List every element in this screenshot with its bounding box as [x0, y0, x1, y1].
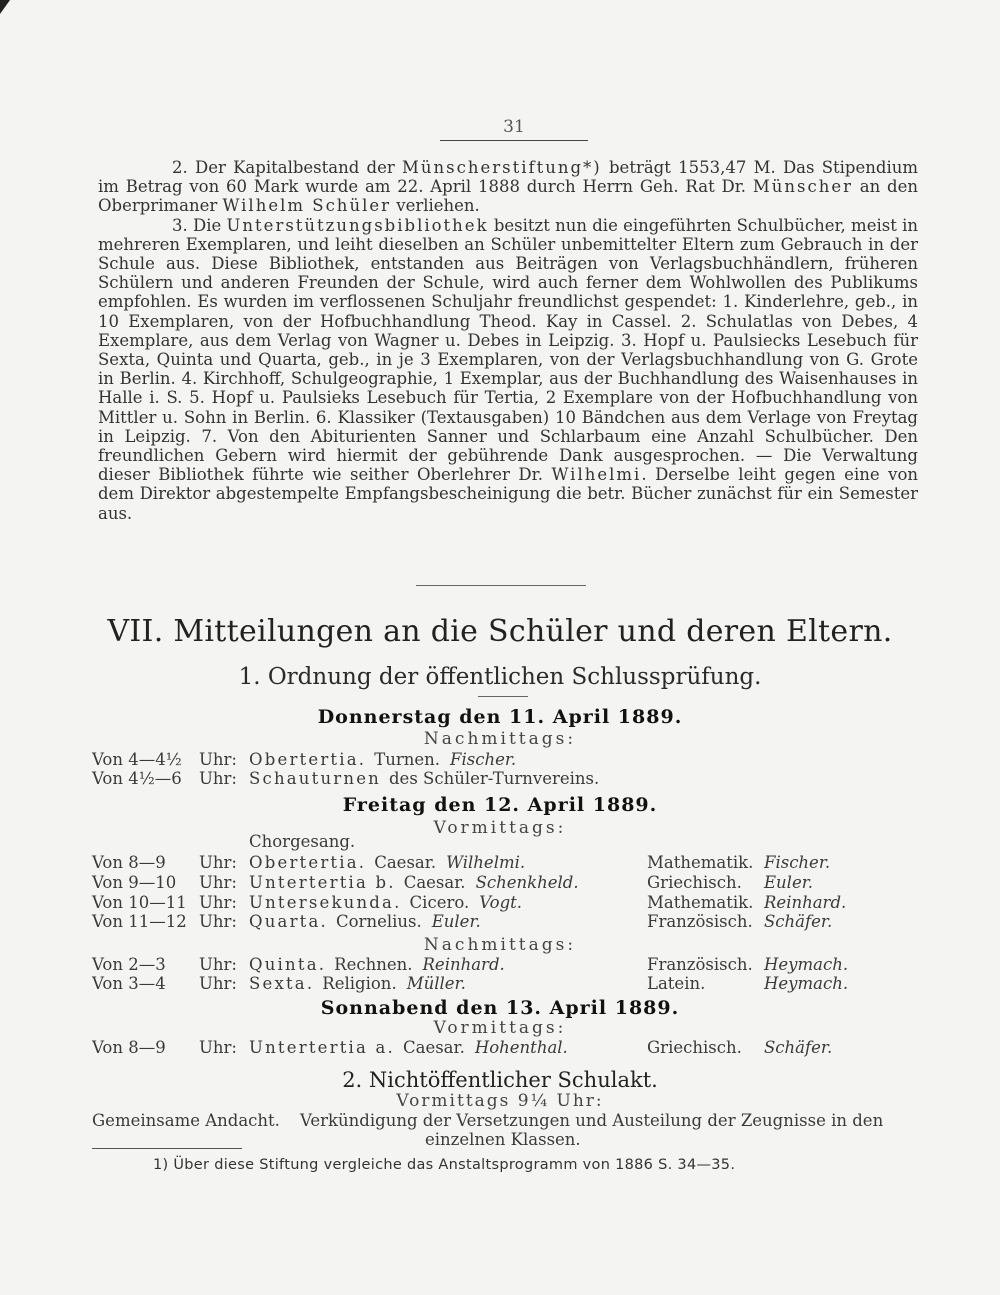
header-rule	[440, 140, 588, 141]
period-label: Vormittags:	[433, 818, 567, 838]
choir-note: Chorgesang.	[249, 832, 356, 851]
period-label: Vormittags:	[433, 1018, 567, 1038]
schedule-row: Von 4½—6 Uhr: Schauturnen des Schüler-Turnvereins.	[92, 769, 600, 788]
schedule-row: Von 8—9 Uhr: Obertertia. Caesar. Wilhelmi. Mathematik. Fischer.	[92, 853, 831, 872]
body-text	[98, 158, 918, 523]
paragraph-2: 2. Der Kapitalbestand der Münscherstiftung*) beträgt 1553,47 M. Das Stipendium im Betrag von 60 Mark wurde am 22. April 1888 durch Herrn Geh. Rat Dr. Münscher an den Oberprimaner Wilhelm Schüler verliehen.	[98, 158, 918, 216]
subtitle-rule	[478, 696, 528, 697]
schulakt-line-cont: einzelnen Klassen.	[425, 1130, 581, 1149]
day-heading-saturday: Sonnabend den 13. April 1889.	[320, 997, 680, 1019]
section-title: VII. Mitteilungen an die Schüler und deren Eltern.	[107, 614, 893, 649]
paragraph-3: 3. Die Unterstützungsbibliothek besitzt nun die eingeführten Schulbücher, meist in mehreren Exemplaren, und leiht dieselben an Schüler unbemittelter Eltern zum Gebrauch in der Schule aus. Diese Bibliothek, entstanden aus Beiträgen von Verlagsbuchhändlern, früheren Schülern und anderen Freunden der Schule, wird auch ferner dem Wohlwollen des Publikums empfohlen. Es wurden im verflossenen Schuljahr freundlichst gespendet: 1. Kinderlehre, geb., in 10 Exemplaren, von der Hofbuchhandlung Theod. Kay in Cassel. 2. Schulatlas von Debes, 4 Exemplare, aus dem Verlag von Wagner u. Debes in Leipzig. 3. Hopf u. Paulsiecks Lesebuch für Sexta, Quinta und Quarta, geb., in je 3 Exemplaren, von der Verlagsbuchhandlung von G. Grote in Berlin. 4. Kirchhoff, Schulgeographie, 1 Exemplar, aus der Buchhandlung des Waisenhauses in Halle i. S. 5. Hopf u. Paulsieks Lesebuch für Tertia, 2 Exemplare von der Hofbuchhandlung von Mittler u. Sohn in Berlin. 6. Klassiker (Textausgaben) 10 Bändchen aus dem Verlage von Freytag in Leipzig. 7. Von den Abiturienten Sanner und Schlarbaum eine Anzahl Schulbücher. Den freundlichen Gebern wird hiermit der gebührende Dank ausgesprochen. — Die Verwaltung dieser Bibliothek führte wie seither Oberlehrer Dr. Wilhelmi. Derselbe leiht gegen eine von dem Direktor abgestempelte Empfangsbescheinigung die betr. Bücher zunächst für ein Semester aus.	[98, 215, 919, 523]
section-divider	[416, 585, 586, 586]
page-number: 31	[503, 117, 525, 137]
schedule-row: Von 8—9 Uhr: Untertertia a. Caesar. Hohenthal. Griechisch. Schäfer.	[92, 1038, 833, 1057]
schedule-row: Von 2—3 Uhr: Quinta. Rechnen. Reinhard. Französisch. Heymach.	[92, 955, 849, 974]
schulakt-title: 2. Nichtöffentlicher Schulakt.	[342, 1068, 658, 1092]
schulakt-time: Vormittags 9¼ Uhr:	[396, 1091, 604, 1111]
schulakt-line: Gemeinsame Andacht. Verkündigung der Versetzungen und Austeilung der Zeugnisse in den	[92, 1111, 884, 1130]
period-label: Nachmittags:	[423, 729, 577, 749]
schedule-row: Von 9—10 Uhr: Untertertia b. Caesar. Schenkheld. Griechisch. Euler.	[92, 873, 814, 892]
footnote: 1) Über diese Stiftung vergleiche das Anstaltsprogramm von 1886 S. 34—35.	[153, 1157, 736, 1173]
schedule-row: Von 11—12 Uhr: Quarta. Cornelius. Euler. Französisch. Schäfer.	[92, 912, 833, 931]
section-subtitle: 1. Ordnung der öffentlichen Schlussprüfung.	[238, 664, 762, 690]
day-heading-friday: Freitag den 12. April 1889.	[342, 794, 658, 816]
period-label: Nachmittags:	[423, 935, 577, 955]
footnote-rule	[92, 1148, 242, 1149]
page-number-wrap	[440, 117, 588, 137]
schedule-row: Von 4—4½ Uhr: Obertertia. Turnen. Fischer.	[92, 750, 517, 769]
schedule-row: Von 3—4 Uhr: Sexta. Religion. Müller. Latein. Heymach.	[92, 974, 849, 993]
schedule-row: Von 10—11 Uhr: Untersekunda. Cicero. Vogt. Mathematik. Reinhard.	[92, 893, 847, 912]
page-corner-mark	[0, 0, 10, 14]
day-heading-thursday: Donnerstag den 11. April 1889.	[317, 706, 683, 728]
